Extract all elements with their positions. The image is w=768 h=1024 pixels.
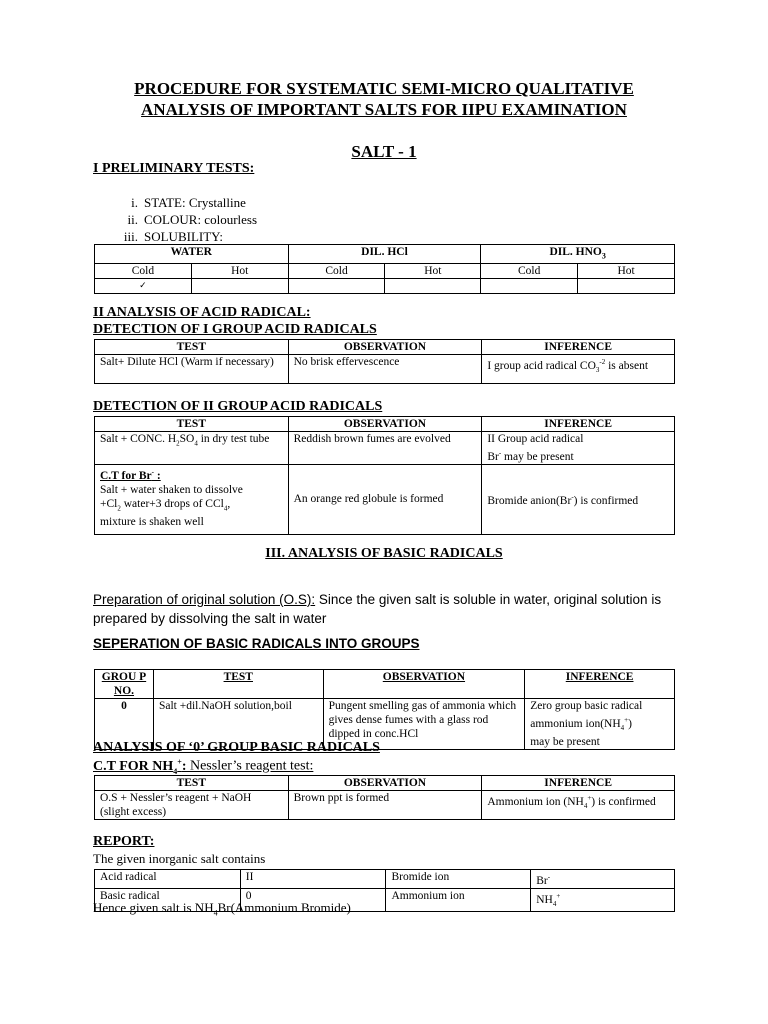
col-group-no: GROU P NO.: [95, 670, 154, 699]
acid-radical-heading: II ANALYSIS OF ACID RADICAL:: [93, 305, 311, 320]
col-observation: OBSERVATION: [288, 340, 482, 355]
report-heading: REPORT:: [93, 834, 155, 849]
sep-test: Salt +dil.NaOH solution,boil: [153, 699, 323, 750]
zero-group-table: [94, 775, 675, 820]
zero-observation: Brown ppt is formed: [288, 791, 482, 820]
ct-ammonium-heading: C.T FOR $NH_4^+$: Nessler’s reagent test:: [93, 757, 314, 776]
sep-group: 0: [95, 699, 154, 750]
col-observation: OBSERVATION: [288, 776, 482, 791]
table-row: Basic radical 0 Ammonium ion $NH_4^+$: [95, 888, 675, 911]
zero-group-heading: ANALYSIS OF ‘0’ GROUP BASIC RADICALS: [93, 740, 380, 755]
group2-acid-table: [94, 416, 675, 535]
ct-bromide-inference: Bromide anion(Br-) is confirmed: [482, 464, 675, 534]
col-test: TEST: [95, 340, 289, 355]
list-item: i. STATE: Crystalline: [131, 195, 246, 210]
preliminary-heading: I PRELIMINARY TESTS:: [93, 161, 255, 176]
col-inference: INFERENCE: [525, 670, 675, 699]
g1-observation: No brisk effervescence: [288, 355, 482, 384]
solubility-table: [94, 244, 675, 294]
sub-header: Cold: [95, 264, 192, 279]
col-observation: OBSERVATION: [288, 417, 482, 432]
separation-table: [94, 669, 675, 750]
sep-observation: Pungent smelling gas of ammonia which gives dense fumes with a glass rod dipped in conc.HCl: [323, 699, 525, 750]
g2-test: Salt + CONC. $H_2SO_4$ in dry test tube: [95, 432, 289, 465]
table-row: Acid radical II Bromide ion Br-: [95, 870, 675, 889]
preliminary-list: [112, 194, 257, 245]
sep-inference: Zero group basic radical ammonium $ion(NH_4^+)$ may be present: [525, 699, 675, 750]
sub-header: Cold: [288, 264, 385, 279]
g2-inference: II Group acid radical Br- may be present: [482, 432, 675, 465]
report-intro: The given inorganic salt contains: [93, 851, 266, 866]
sub-header: Hot: [191, 264, 288, 279]
header-dil-hcl: DIL. HCl: [288, 245, 481, 264]
check-mark: ✓: [95, 279, 192, 294]
group1-acid-table: [94, 339, 675, 384]
col-test: TEST: [95, 776, 289, 791]
col-inference: INFERENCE: [482, 340, 675, 355]
ct-bromide-observation: An orange red globule is formed: [288, 464, 482, 534]
header-dil-hno3: DIL. $HNO_3$: [481, 245, 675, 264]
ct-bromide-test: C.T for Br- : Salt + water shaken to dissolve $+Cl_2$ water+3 drops of CCl$_4$, mixture is shaken well: [95, 464, 289, 534]
g1-test: Salt+ Dilute HCl (Warm if necessary): [95, 355, 289, 384]
salt-title: SALT - 1: [351, 142, 417, 161]
report-conclusion: Hence given salt is $NH_4Br(Ammonium$ Bromide): [93, 900, 351, 918]
header-water: WATER: [95, 245, 289, 264]
zero-test: O.S + Nessler’s reagent + NaOH (slight excess): [95, 791, 289, 820]
g2-observation: Reddish brown fumes are evolved: [288, 432, 482, 465]
col-observation: OBSERVATION: [323, 670, 525, 699]
basic-radicals-heading: III. ANALYSIS OF BASIC RADICALS: [265, 546, 503, 561]
zero-inference: Ammonium ion $(NH_4^+)$ is confirmed: [482, 791, 675, 820]
col-test: TEST: [153, 670, 323, 699]
col-inference: INFERENCE: [482, 417, 675, 432]
title-line-1: PROCEDURE FOR SYSTEMATIC SEMI-MICRO QUALITATIVE: [134, 79, 634, 98]
preparation-paragraph: Preparation of original solution (O.S): Since the given salt is soluble in water, original solution is prepared by dissolving the salt in water: [93, 592, 662, 626]
list-item: iii. SOLUBILITY:: [123, 229, 223, 244]
g1-inference: I group acid radical $CO_3^{-2}$ is absent: [482, 355, 675, 384]
group2-acid-heading: DETECTION OF II GROUP ACID RADICALS: [93, 399, 383, 414]
list-item: ii. COLOUR: colourless: [127, 212, 258, 227]
col-inference: INFERENCE: [482, 776, 675, 791]
group1-acid-heading: DETECTION OF I GROUP ACID RADICALS: [93, 322, 377, 337]
sub-header: Hot: [578, 264, 675, 279]
separation-heading: SEPERATION OF BASIC RADICALS INTO GROUPS: [93, 636, 420, 651]
sub-header: Cold: [481, 264, 578, 279]
col-test: TEST: [95, 417, 289, 432]
sub-header: Hot: [385, 264, 481, 279]
title-line-2: ANALYSIS OF IMPORTANT SALTS FOR IIPU EXAMINATION: [141, 100, 627, 119]
